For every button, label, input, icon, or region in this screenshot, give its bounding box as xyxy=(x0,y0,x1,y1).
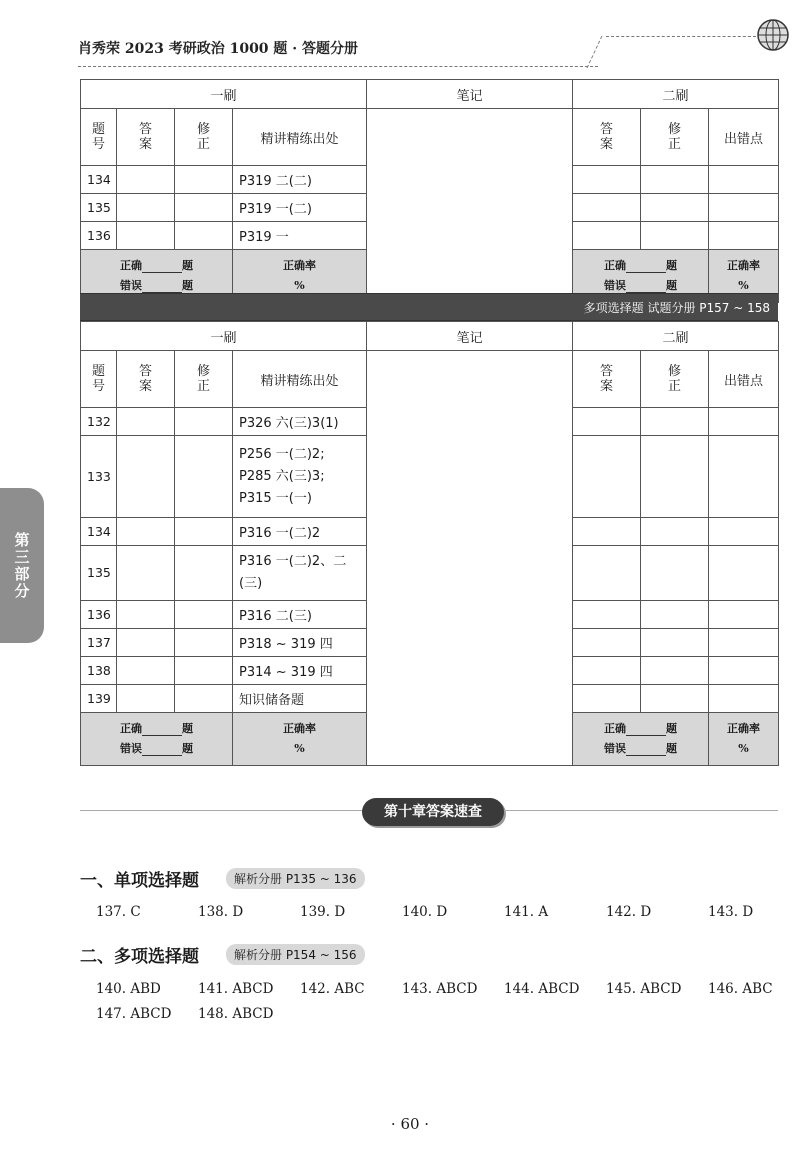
header-title: 肖秀荣 2023 考研政治 1000 题 · 答题分册 xyxy=(78,41,359,57)
correct-cell[interactable] xyxy=(175,518,233,546)
answer-item: 145. ABCD xyxy=(606,981,682,997)
q-number: 136 xyxy=(81,222,117,250)
error-cell[interactable] xyxy=(709,194,779,222)
answer-cell-2[interactable] xyxy=(573,166,641,194)
source-cell xyxy=(233,436,367,518)
answer-cell-2[interactable] xyxy=(573,518,641,546)
answer-item: 141. ABCD xyxy=(198,981,274,997)
rate-stat-2: 正确率 % xyxy=(709,250,779,303)
answer-cell-2[interactable] xyxy=(573,601,641,629)
answer-cell-2[interactable] xyxy=(573,685,641,713)
source-cell: P319 一 xyxy=(233,222,367,250)
correct-cell-2[interactable] xyxy=(641,601,709,629)
col-answer: 答案 xyxy=(138,364,152,394)
section-band: 多项选择题 试题分册 P157 ~ 158 xyxy=(80,293,778,321)
correct-cell-2[interactable] xyxy=(641,629,709,657)
source-cell: P314 ~ 319 四 xyxy=(233,657,367,685)
answer-cell[interactable] xyxy=(117,408,175,436)
answer-cell[interactable] xyxy=(117,601,175,629)
error-cell[interactable] xyxy=(709,408,779,436)
answer-cell[interactable] xyxy=(117,166,175,194)
answer-item: 148. ABCD xyxy=(198,1006,274,1022)
answer-cell-2[interactable] xyxy=(573,546,641,601)
notes-cell[interactable] xyxy=(367,109,573,303)
source-cell: P316 一(二)2 xyxy=(233,518,367,546)
answer-item: 142. ABC xyxy=(300,981,365,997)
col-correct-2: 修正 xyxy=(668,364,682,394)
notes-header: 笔记 xyxy=(367,322,573,351)
second-pass-header: 二刷 xyxy=(573,80,779,109)
correct-cell-2[interactable] xyxy=(641,685,709,713)
correct-cell-2[interactable] xyxy=(641,436,709,518)
correct-cell[interactable] xyxy=(175,222,233,250)
col-q-no: 题号 xyxy=(91,364,105,394)
source-cell: P326 六(三)3(1) xyxy=(233,408,367,436)
correct-cell[interactable] xyxy=(175,408,233,436)
q-number: 133 xyxy=(81,436,117,518)
answer-cell[interactable] xyxy=(117,518,175,546)
q-number: 139 xyxy=(81,685,117,713)
col-answer-2: 答案 xyxy=(600,364,614,394)
answer-cell[interactable] xyxy=(117,222,175,250)
rate-stat-2: 正确率 % xyxy=(709,713,779,766)
correct-cell[interactable] xyxy=(175,629,233,657)
answer-item: 139. D xyxy=(300,904,346,920)
correct-cell[interactable] xyxy=(175,166,233,194)
answer-cell[interactable] xyxy=(117,194,175,222)
answer-cell-2[interactable] xyxy=(573,436,641,518)
answer-item: 142. D xyxy=(606,904,652,920)
rate-stat: 正确率 % xyxy=(233,250,367,303)
source-line: P285 六(三)3; xyxy=(239,468,325,484)
chapter-title: 第十章答案速查 xyxy=(362,798,504,826)
rate-stat: 正确率 % xyxy=(233,713,367,766)
col-q-no: 题号 xyxy=(91,122,105,152)
notes-cell[interactable] xyxy=(367,351,573,766)
divider-right xyxy=(504,810,778,811)
answer-cell-2[interactable] xyxy=(573,657,641,685)
q-number: 134 xyxy=(81,166,117,194)
q-number: 132 xyxy=(81,408,117,436)
header-slash-line xyxy=(587,36,604,68)
single-choice-badge: 解析分册 P135 ~ 136 xyxy=(226,868,365,889)
source-cell xyxy=(233,546,367,601)
first-pass-header: 一刷 xyxy=(81,322,367,351)
count-stat-2: 正确 题 错误 题 xyxy=(573,250,709,303)
error-cell[interactable] xyxy=(709,685,779,713)
count-stat: 正确 题 错误 题 xyxy=(81,713,233,766)
correct-cell[interactable] xyxy=(175,194,233,222)
answer-cell-2[interactable] xyxy=(573,629,641,657)
answer-sheet-table-2 xyxy=(80,321,779,766)
answer-item: 146. ABC xyxy=(708,981,773,997)
divider-left xyxy=(80,810,362,811)
answer-item: 140. ABD xyxy=(96,981,161,997)
correct-cell[interactable] xyxy=(175,657,233,685)
side-tab-label: 第三部分 xyxy=(12,531,31,600)
q-number: 136 xyxy=(81,601,117,629)
answer-cell[interactable] xyxy=(117,685,175,713)
second-pass-header: 二刷 xyxy=(573,322,779,351)
source-cell: P318 ~ 319 四 xyxy=(233,629,367,657)
correct-cell[interactable] xyxy=(175,436,233,518)
answer-item: 141. A xyxy=(504,904,549,920)
col-correct: 修正 xyxy=(196,122,210,152)
answer-cell[interactable] xyxy=(117,436,175,518)
col-answer: 答案 xyxy=(138,122,152,152)
q-number: 135 xyxy=(81,546,117,601)
answer-cell[interactable] xyxy=(117,546,175,601)
source-line: P316 一(二)2、二 xyxy=(239,554,347,569)
error-cell[interactable] xyxy=(709,166,779,194)
source-cell: 知识储备题 xyxy=(233,685,367,713)
first-pass-header: 一刷 xyxy=(81,80,367,109)
answer-item: 143. D xyxy=(708,904,754,920)
error-cell[interactable] xyxy=(709,222,779,250)
col-correct: 修正 xyxy=(196,364,210,394)
correct-cell-2[interactable] xyxy=(641,657,709,685)
answer-cell-2[interactable] xyxy=(573,194,641,222)
source-line: P256 一(二)2; xyxy=(239,446,325,462)
correct-cell[interactable] xyxy=(175,546,233,601)
correct-cell[interactable] xyxy=(175,685,233,713)
correct-cell-2[interactable] xyxy=(641,546,709,601)
answer-item: 147. ABCD xyxy=(96,1006,172,1022)
answer-cell-2[interactable] xyxy=(573,222,641,250)
answer-item: 138. D xyxy=(198,904,244,920)
page-number: · 60 · xyxy=(390,1115,430,1133)
answer-item: 143. ABCD xyxy=(402,981,478,997)
source-cell: P319 一(二) xyxy=(233,194,367,222)
q-number: 137 xyxy=(81,629,117,657)
multi-choice-title: 二、多项选择题 xyxy=(80,947,199,967)
answer-item: 140. D xyxy=(402,904,448,920)
col-error-point: 出错点 xyxy=(709,109,779,166)
part-side-tab xyxy=(0,488,44,643)
page-header xyxy=(78,32,778,72)
error-cell[interactable] xyxy=(709,657,779,685)
correct-cell-2[interactable] xyxy=(641,222,709,250)
answer-cell[interactable] xyxy=(117,657,175,685)
globe-icon xyxy=(756,18,790,52)
notes-header: 笔记 xyxy=(367,80,573,109)
source-line: P315 一(一) xyxy=(239,490,312,506)
correct-cell-2[interactable] xyxy=(641,194,709,222)
correct-cell-2[interactable] xyxy=(641,408,709,436)
correct-cell-2[interactable] xyxy=(641,518,709,546)
source-line: (三) xyxy=(239,576,263,591)
multi-choice-badge: 解析分册 P154 ~ 156 xyxy=(226,944,365,965)
answer-sheet-table-1 xyxy=(80,79,779,303)
col-source: 精讲精练出处 xyxy=(233,109,367,166)
col-correct-2: 修正 xyxy=(668,122,682,152)
q-number: 135 xyxy=(81,194,117,222)
answer-item: 144. ABCD xyxy=(504,981,580,997)
source-cell: P319 二(二) xyxy=(233,166,367,194)
answer-cell-2[interactable] xyxy=(573,408,641,436)
answer-item: 137. C xyxy=(96,904,141,920)
source-cell: P316 二(三) xyxy=(233,601,367,629)
header-dashed-rule xyxy=(606,36,756,37)
q-number: 134 xyxy=(81,518,117,546)
q-number: 138 xyxy=(81,657,117,685)
error-cell[interactable] xyxy=(709,436,779,518)
correct-cell-2[interactable] xyxy=(641,166,709,194)
count-stat: 正确 题 错误 题 xyxy=(81,250,233,303)
header-dashed-line xyxy=(78,66,598,67)
col-error-point: 出错点 xyxy=(709,351,779,408)
col-answer-2: 答案 xyxy=(600,122,614,152)
col-source: 精讲精练出处 xyxy=(233,351,367,408)
correct-cell[interactable] xyxy=(175,601,233,629)
error-cell[interactable] xyxy=(709,518,779,546)
single-choice-title: 一、单项选择题 xyxy=(80,871,199,891)
error-cell[interactable] xyxy=(709,601,779,629)
count-stat-2: 正确 题 错误 题 xyxy=(573,713,709,766)
error-cell[interactable] xyxy=(709,546,779,601)
error-cell[interactable] xyxy=(709,629,779,657)
answer-cell[interactable] xyxy=(117,629,175,657)
